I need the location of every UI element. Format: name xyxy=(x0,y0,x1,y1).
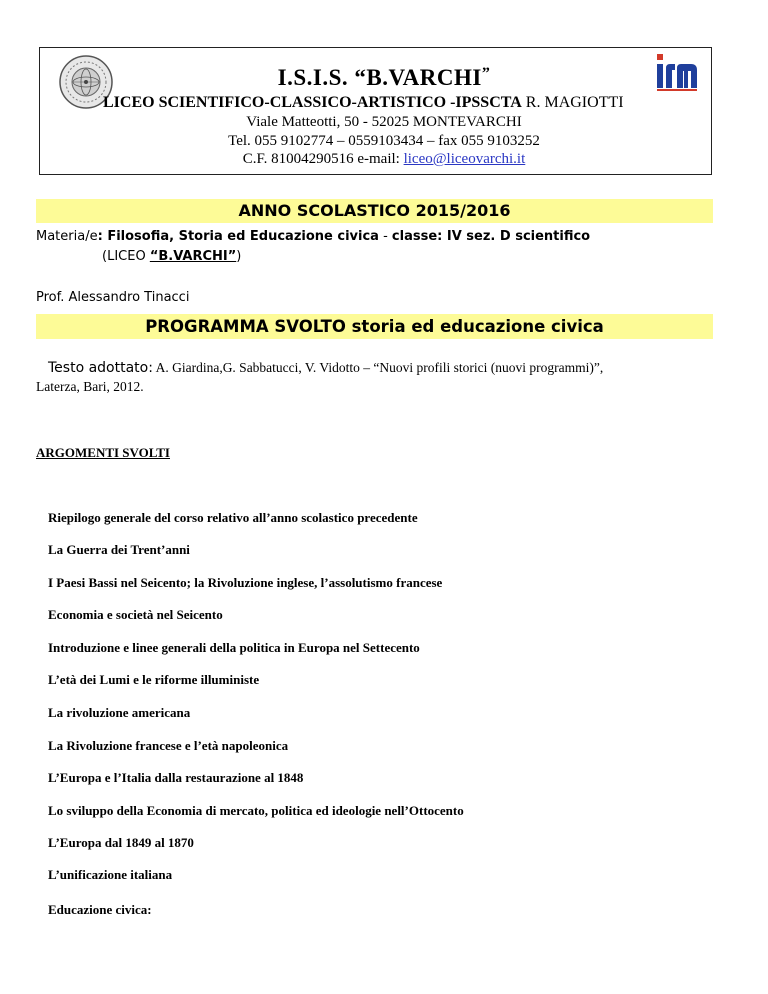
topic-item: La Rivoluzione francese e l’età napoleonica xyxy=(48,738,289,753)
school-subtitle: LICEO SCIENTIFICO-CLASSICO-ARTISTICO -IPSSCTA R. MAGIOTTI xyxy=(103,94,624,111)
topic-item: La Guerra dei Trent’anni xyxy=(48,542,190,557)
school-title: I.S.I.S. “B.VARCHI” xyxy=(277,65,491,90)
topics-heading: ARGOMENTI SVOLTI xyxy=(36,445,170,460)
topic-item: I Paesi Bassi nel Seicento; la Rivoluzione inglese, l’assolutismo francese xyxy=(48,575,443,590)
topic-item: Lo sviluppo della Economia di mercato, politica ed ideologie nell’Ottocento xyxy=(48,803,464,818)
school-year-band: ANNO SCOLASTICO 2015/2016 xyxy=(36,199,713,223)
topic-item: La rivoluzione americana xyxy=(48,705,191,720)
topic-item: L’età dei Lumi e le riforme illuministe xyxy=(48,672,260,687)
topic-item: Introduzione e linee generali della politica in Europa nel Settecento xyxy=(48,640,420,655)
topic-item: Educazione civica: xyxy=(48,902,152,917)
program-band: PROGRAMMA SVOLTO storia ed educazione civica xyxy=(36,314,713,339)
textbook-line: Testo adottato: A. Giardina,G. Sabbatucci, V. Vidotto – “Nuovi profili storici (nuovi programmi)”, xyxy=(48,360,604,376)
textbook-publisher: Laterza, Bari, 2012. xyxy=(36,379,144,394)
teacher-name: Prof. Alessandro Tinacci xyxy=(36,290,190,305)
topic-item: L’Europa dal 1849 al 1870 xyxy=(48,835,194,850)
cf-email-line: C.F. 81004290516 e-mail: liceo@liceovarchi.it xyxy=(242,151,526,167)
materia-line: Materia/e: Filosofia, Storia ed Educazione civica - classe: IV sez. D scientifico xyxy=(36,229,591,244)
phone-line: Tel. 055 9102774 – 0559103434 – fax 055 9103252 xyxy=(228,133,540,149)
topic-item: L’Europa e l’Italia dalla restaurazione al 1848 xyxy=(48,770,304,785)
topic-item: Economia e società nel Seicento xyxy=(48,607,223,622)
email-link[interactable]: liceo@liceovarchi.it xyxy=(403,151,526,167)
topic-item: Riepilogo generale del corso relativo all’anno scolastico precedente xyxy=(48,510,418,525)
topic-item: L’unificazione italiana xyxy=(48,867,173,882)
address-line: Viale Matteotti, 50 - 52025 MONTEVARCHI xyxy=(246,114,522,130)
liceo-line: (LICEO “B.VARCHI”) xyxy=(102,249,242,264)
